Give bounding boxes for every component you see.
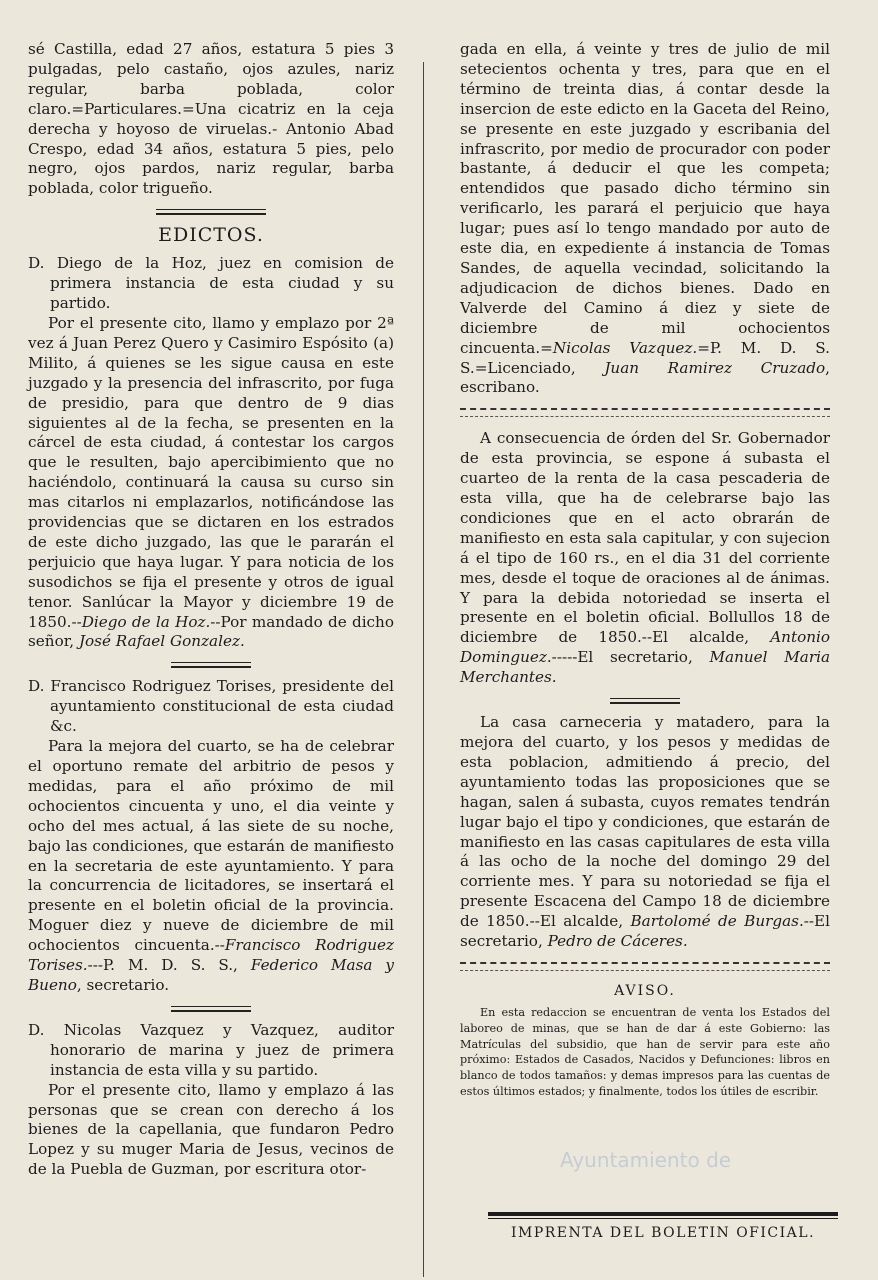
- notice-escacena-signature-1: Bartolomé de Burgas: [630, 912, 799, 931]
- edict-1-heading: D. Diego de la Hoz, juez en comision de primera instancia de esta ciudad y su partido.: [28, 254, 394, 313]
- notice-bollullos: [460, 429, 830, 688]
- notice-escacena: [460, 713, 830, 952]
- edict-2-heading: D. Francisco Rodriguez Torises, presidente del ayuntamiento constitucional de esta ciudad &c.: [28, 677, 394, 736]
- aviso-section: [460, 983, 830, 1100]
- continuation-paragraph: sé Castilla, edad 27 años, estatura 5 pies 3 pulgadas, pelo castaño, ojos azules, nariz regular, barba poblada, color claro.=Particulares.=Una cicatriz en la ceja derecha y hoyoso de viruelas.- Antonio Abad Crespo, edad 34 años, estatura 5 pies, pelo negro, ojos pardos, nariz regular, barba poblada, color trigueño.: [28, 40, 394, 198]
- aviso-body: En esta redaccion se encuentran de venta los Estados del laboreo de minas, que se han de dar á este Gobierno: las Matrículas del subsidio, que han de servir para este año próximo: Estados de Casados, Nacidos y Defunciones: libros en blanco de todos tamaños: y demas impresos para las cuentas de estos últimos estados; y finalmente, todos los útiles de escribir.: [460, 1005, 830, 1098]
- edict-2-end: , secretario.: [76, 975, 170, 994]
- separator-rule: [610, 698, 680, 705]
- footer-rule: [488, 1218, 838, 1219]
- imprint-text: IMPRENTA DEL BOLETIN OFICIAL.: [510, 1225, 816, 1241]
- notice-bollullos-signature-2: Manuel Maria Merchantes.: [460, 648, 830, 687]
- watermark-text: Ayuntamiento de: [560, 1148, 732, 1172]
- separator-rule: [460, 962, 830, 971]
- separator-rule: [171, 662, 251, 669]
- edict-2-signature-2: Federico Masa y Bueno: [28, 956, 394, 994]
- right-column: [460, 40, 830, 1100]
- edict-3-cont-text: gada en ella, á veinte y tres de julio de mil setecientos ochenta y tres, para que en el término de treinta dias, á contar desde la insercion de este edicto en la Gaceta del Reino, se presente en este juzgado y escribania del infrascrito, por medio de procurador con poder bastante, á deducir el que les competa; entendidos que pasado dicho término sin verificarlo, les parará el perjuicio que haya lugar; pues así lo tengo mandado por auto de este dia, en expediente á instancia de Tomas Sandes, de aquella vecindad, solicitando la adjudicacion de dichos bienes. Dado en Valverde del Camino á diez y siete de diciembre de mil ochocientos cincuenta.=: [460, 40, 830, 357]
- edict-3-continuation: [460, 40, 830, 398]
- notice-escacena-text: La casa carneceria y matadero, para la mejora del cuarto, y los pesos y medidas de esta poblacion, admitiendo á precio, del ayuntamiento todas las proposiciones que se hagan, salen á subasta, cuyos remates tendrán lugar bajo el tipo y condiciones, que estarán de manifiesto en las casas capitulares de esta villa á las ocho de la noche del domingo 29 del corriente mes. Y para su notoriedad se fija el presente Escacena del Campo 18 de diciembre de 1850.--El alcalde,: [460, 713, 830, 931]
- edict-3-mid: =P. M. D. S. S.=Licenciado,: [460, 338, 830, 377]
- edict-3-signature-1: Nicolas Vazquez.: [552, 338, 698, 357]
- edict-3-end: , escribano.: [460, 358, 830, 397]
- edict-2-mid: ---P. M. D. S. S.,: [87, 956, 251, 975]
- edict-2-signature-1: Francisco Rodriguez Torises.: [28, 936, 394, 975]
- notice-escacena-signature-2: Pedro de Cáceres.: [547, 932, 688, 951]
- edict-3-body: Por el presente cito, llamo y emplazo á las personas que se crean con derecho á los bienes de la capellania, que fundaron Pedro Lopez y su muger Maria de Jesus, vecinos de de la Puebla de Guzman, por escritura otor-: [28, 1080, 394, 1179]
- edict-2-text: Para la mejora del cuarto, se ha de celebrar el oportuno remate del arbitrio de pesos y medidas, para el año próximo de mil ochocientos cincuenta y uno, el dia veinte y ocho del mes actual, á las siete de su noche, bajo las condiciones, que estarán de manifiesto en la secretaria de este ayuntamiento. Y para la concurrencia de licitadores, se insertará el presente en el boletin oficial de la provincia. Moguer diez y nueve de diciembre de mil ochocientos cincuenta.--: [28, 737, 394, 955]
- separator-rule: [460, 408, 830, 417]
- edict-1-body: [28, 314, 394, 652]
- edict-3-heading: D. Nicolas Vazquez y Vazquez, auditor honorario de marina y juez de primera instancia de esta villa y su partido.: [28, 1020, 394, 1079]
- edict-1-signature-2: José Rafael Gonzalez.: [78, 632, 245, 651]
- separator-rule: [156, 209, 266, 216]
- notice-bollullos-mid: .-----El secretario,: [546, 648, 710, 667]
- edict-1-signature-1: Diego de la Hoz.: [81, 612, 211, 631]
- aviso-title: AVISO.: [614, 982, 676, 999]
- edict-1-text: Por el presente cito, llamo y emplazo por 2ª vez á Juan Perez Quero y Casimiro Espósito (a) Milito, á quienes se les sigue causa en este juzgado y la presencia del infrascrito, por fuga de presidio, para que dentro de 9 dias siguientes al de la fecha, se presenten en la cárcel de esta ciudad, á contestar los cargos que le resulten, bajo apercibimiento que no haciéndolo, continuará la causa su curso sin mas citarlos ni emplazarlos, notificándose las providencias que se dictaren en los estrados de este dicho juzgado, las que le pararán el perjuicio que haya lugar. Y para noticia de los susodichos se fija el presente y otros de igual tenor. Sanlúcar la Mayor y diciembre 19 de 1850.--: [28, 313, 394, 631]
- footer-rule: [488, 1212, 838, 1216]
- section-heading: EDICTOS.: [158, 224, 264, 247]
- separator-rule: [171, 1006, 251, 1013]
- column-divider: [423, 62, 424, 1277]
- notice-escacena-mid: .--El secretario,: [460, 912, 830, 951]
- edict-1-mid: --Por mandado de dicho señor,: [28, 612, 394, 651]
- edict-3-signature-2: Juan Ramirez Cruzado: [604, 358, 826, 377]
- left-column: [28, 40, 394, 1180]
- notice-bollullos-signature-1: Antonio Dominguez: [460, 628, 830, 667]
- imprint-footer: [488, 1212, 838, 1241]
- edict-2-body: [28, 737, 394, 996]
- notice-bollullos-text: A consecuencia de órden del Sr. Gobernador de esta provincia, se espone á subasta el cuarteo de la renta de la casa pescaderia de esta villa, que ha de celebrarse bajo las condiciones que en el acto obrarán de manifiesto en esta sala capitular, y con sujecion á el tipo de 160 rs., en el dia 31 del corriente mes, desde el toque de oraciones al de ánimas. Y para la debida notoriedad se inserta el presente en el boletin oficial. Bollullos 18 de diciembre de 1850.--El alcalde,: [460, 429, 830, 647]
